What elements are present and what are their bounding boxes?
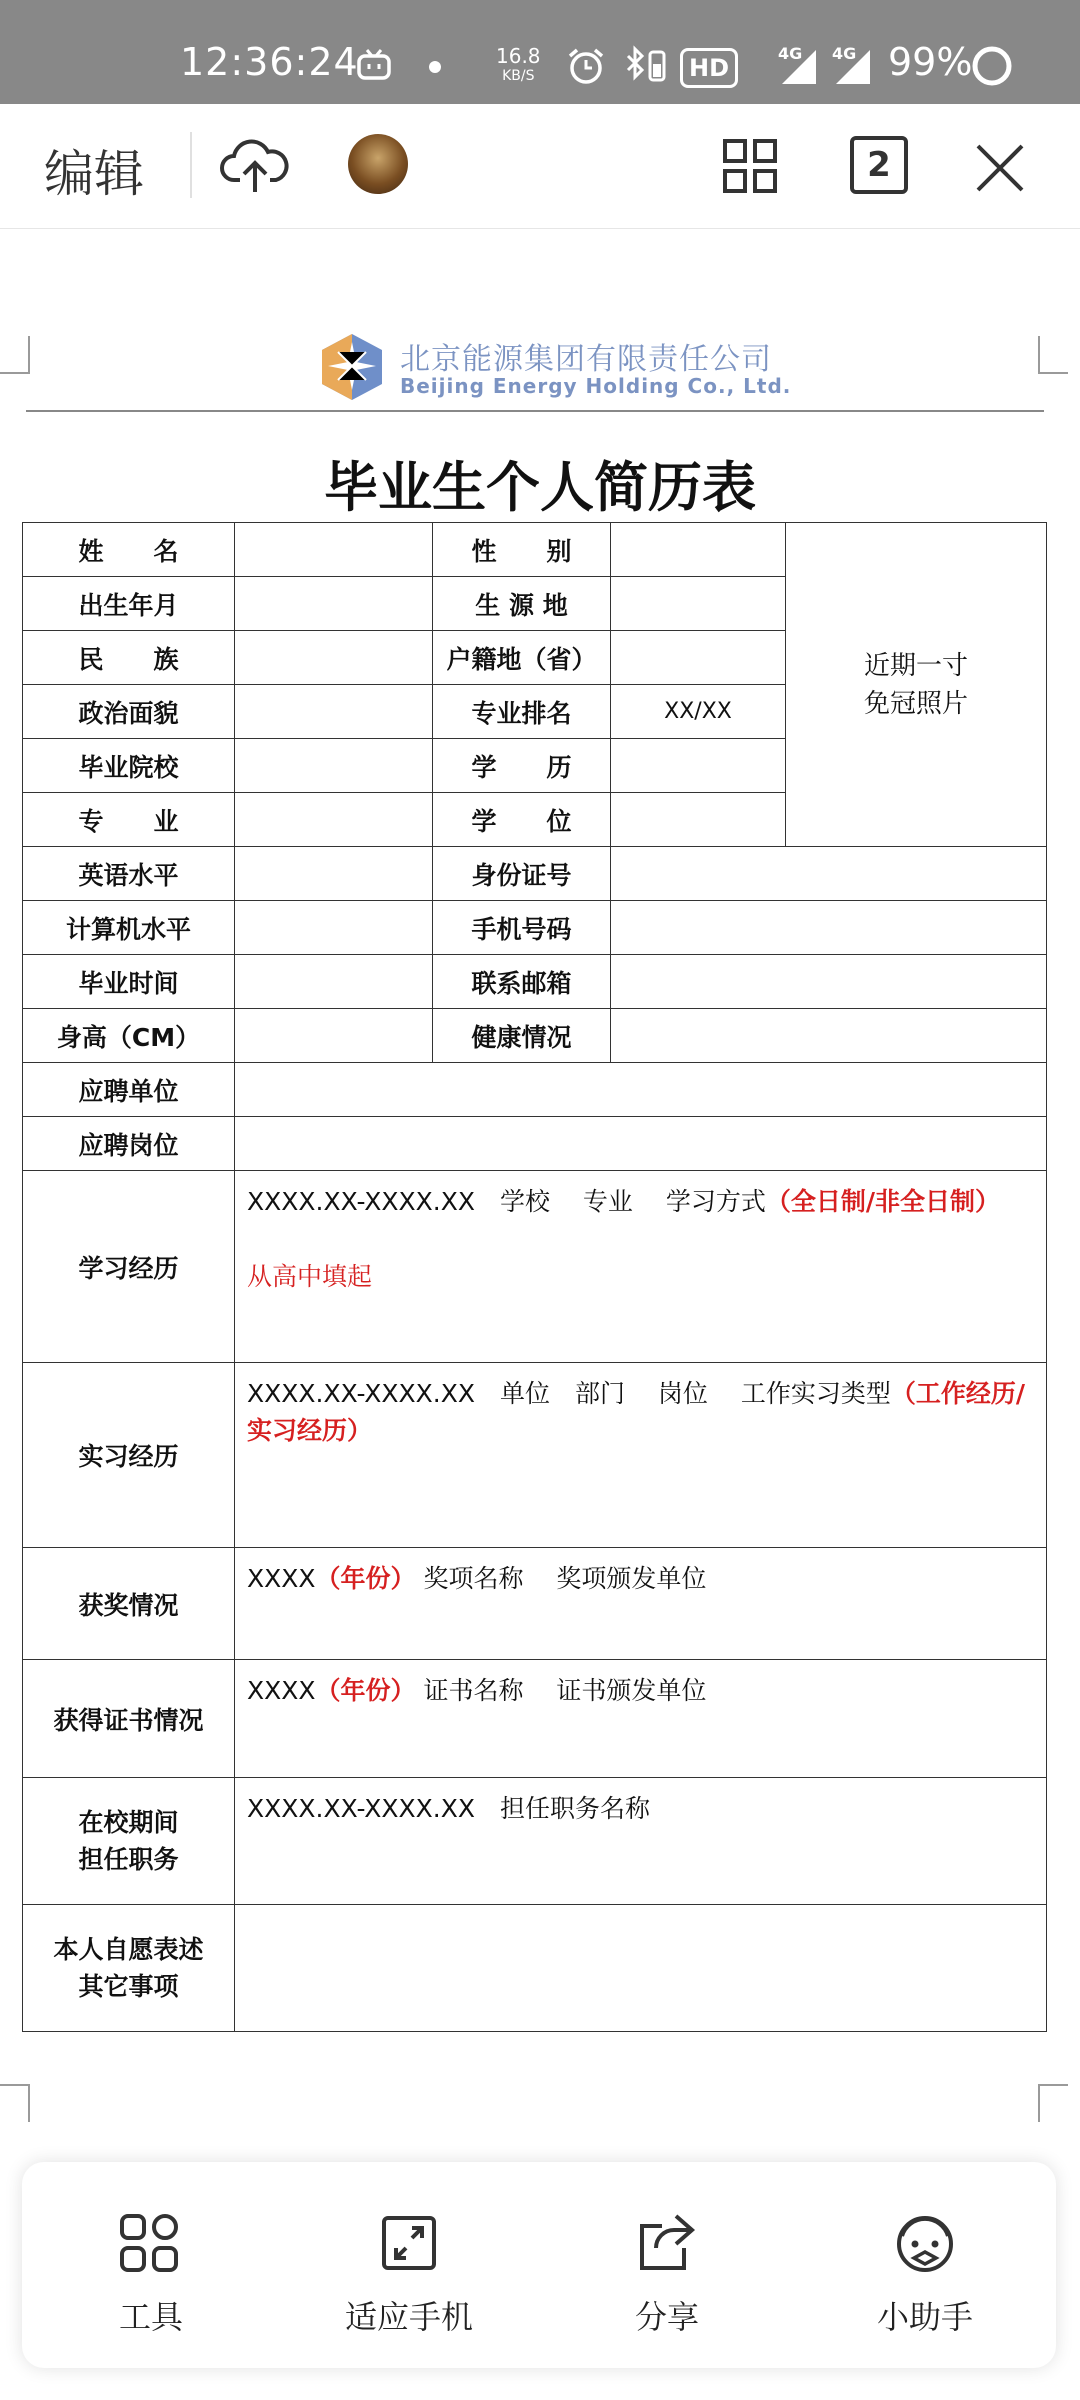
table-row <box>23 1905 1047 2032</box>
label-height: 身高（CM） <box>23 1009 235 1063</box>
label-study: 学习经历 <box>23 1171 235 1363</box>
tv-icon <box>356 48 392 80</box>
resume-table <box>22 522 1047 2032</box>
table-row <box>23 847 1047 901</box>
value-health[interactable] <box>611 1009 1047 1063</box>
value-birth[interactable] <box>235 577 433 631</box>
awards-year-note: （年份） <box>315 1564 416 1593</box>
label-political: 政治面貌 <box>23 685 235 739</box>
value-degree[interactable] <box>611 793 786 847</box>
value-ethnicity[interactable] <box>235 631 433 685</box>
value-phone[interactable] <box>611 901 1047 955</box>
label-gender: 性 别 <box>433 523 611 577</box>
label-duties: 在校期间 担任职务 <box>23 1778 235 1905</box>
label-grad-time: 毕业时间 <box>23 955 235 1009</box>
value-self-statement[interactable] <box>235 1905 1047 2032</box>
label-position: 应聘岗位 <box>23 1117 235 1171</box>
cloud-upload-icon[interactable] <box>220 134 290 196</box>
energy-star-icon <box>318 332 386 402</box>
company-name-en: Beijing Energy Holding Co., Ltd. <box>400 374 792 398</box>
value-gender[interactable] <box>611 523 786 577</box>
label-email: 联系邮箱 <box>433 955 611 1009</box>
company-logo <box>318 330 792 410</box>
label-degree: 学 位 <box>433 793 611 847</box>
label-internship: 实习经历 <box>23 1363 235 1548</box>
study-note: 从高中填起 <box>247 1262 373 1291</box>
value-name[interactable] <box>235 523 433 577</box>
internship-type-note: （工作经历/实习经历） <box>247 1379 1025 1445</box>
label-hukou: 户籍地（省） <box>433 631 611 685</box>
label-employer: 应聘单位 <box>23 1063 235 1117</box>
label-computer: 计算机水平 <box>23 901 235 955</box>
value-position[interactable] <box>235 1117 1047 1171</box>
document-title: 毕业生个人简历表 <box>324 456 756 519</box>
page-count-button[interactable]: 2 <box>850 136 908 194</box>
table-row <box>23 1548 1047 1660</box>
label-health: 健康情况 <box>433 1009 611 1063</box>
value-major[interactable] <box>235 793 433 847</box>
company-name-cn: 北京能源集团有限责任公司 <box>400 342 772 377</box>
label-education: 学 历 <box>433 739 611 793</box>
value-education[interactable] <box>611 739 786 793</box>
value-awards[interactable]: XXXX（年份） 奖项名称 奖项颁发单位 <box>235 1548 1047 1660</box>
grid-icon[interactable] <box>722 138 778 194</box>
value-school[interactable] <box>235 739 433 793</box>
page-corner-mark <box>0 336 30 374</box>
internship-line: XXXX.XX-XXXX.XX 单位 部门 岗位 工作实习类型 <box>247 1379 891 1408</box>
alarm-icon <box>566 46 606 86</box>
value-origin[interactable] <box>611 577 786 631</box>
status-time: 12:36:24 <box>180 40 359 84</box>
signal-label: 4G <box>778 44 803 63</box>
fit-phone-button[interactable]: 适应手机 <box>280 2162 538 2368</box>
label-english: 英语水平 <box>23 847 235 901</box>
value-email[interactable] <box>611 955 1047 1009</box>
fit-screen-icon <box>376 2212 442 2274</box>
value-study[interactable] <box>235 1171 1047 1363</box>
table-row <box>23 1660 1047 1778</box>
label-id-number: 身份证号 <box>433 847 611 901</box>
value-height[interactable] <box>235 1009 433 1063</box>
value-hukou[interactable] <box>611 631 786 685</box>
value-political[interactable] <box>235 685 433 739</box>
assistant-button[interactable]: 小助手 <box>796 2162 1054 2368</box>
toolbar-divider <box>190 132 192 198</box>
table-row <box>23 1009 1047 1063</box>
share-button[interactable]: 分享 <box>538 2162 796 2368</box>
page-corner-mark <box>1038 2084 1068 2122</box>
signal-label: 4G <box>832 44 857 63</box>
value-duties[interactable]: XXXX.XX-XXXX.XX 担任职务名称 <box>235 1778 1047 1905</box>
value-certificates[interactable]: XXXX（年份） 证书名称 证书颁发单位 <box>235 1660 1047 1778</box>
table-row <box>23 1171 1047 1363</box>
bluetooth-battery-icon <box>624 44 668 84</box>
certificates-year-note: （年份） <box>315 1676 416 1705</box>
battery-icon <box>970 44 1014 88</box>
table-row <box>23 1117 1047 1171</box>
photo-placeholder[interactable]: 近期一寸 免冠照片 <box>786 523 1047 847</box>
value-id-number[interactable] <box>611 847 1047 901</box>
table-row <box>23 1363 1047 1548</box>
bottom-toolbar <box>22 2162 1056 2368</box>
avatar[interactable] <box>348 134 408 194</box>
assistant-icon <box>892 2212 958 2274</box>
tools-button[interactable]: 工具 <box>22 2162 280 2368</box>
page-corner-mark <box>1038 336 1068 374</box>
value-major-rank[interactable]: XX/XX <box>611 685 786 739</box>
label-major: 专 业 <box>23 793 235 847</box>
label-awards: 获奖情况 <box>23 1548 235 1660</box>
close-icon[interactable] <box>974 142 1026 194</box>
label-school: 毕业院校 <box>23 739 235 793</box>
dot-icon <box>428 60 442 74</box>
label-certificates: 获得证书情况 <box>23 1660 235 1778</box>
label-self-statement: 本人自愿表述 其它事项 <box>23 1905 235 2032</box>
tools-icon <box>118 2212 184 2274</box>
edit-button[interactable]: 编辑 <box>44 145 144 203</box>
label-birth: 出生年月 <box>23 577 235 631</box>
value-employer[interactable] <box>235 1063 1047 1117</box>
table-row <box>23 523 1047 577</box>
value-english[interactable] <box>235 847 433 901</box>
table-row <box>23 1778 1047 1905</box>
top-toolbar <box>0 104 1080 229</box>
page-corner-mark <box>0 2084 30 2122</box>
label-phone: 手机号码 <box>433 901 611 955</box>
label-name: 姓 名 <box>23 523 235 577</box>
label-major-rank: 专业排名 <box>433 685 611 739</box>
value-internship[interactable] <box>235 1363 1047 1548</box>
study-line: XXXX.XX-XXXX.XX 学校 专业 学习方式 <box>247 1187 766 1216</box>
study-mode-note: （全日制/非全日制） <box>765 1187 1000 1216</box>
share-icon <box>634 2212 700 2274</box>
net-speed: 16.8 KB/S <box>496 44 541 84</box>
label-origin: 生 源 地 <box>433 577 611 631</box>
status-bar <box>0 0 1080 104</box>
table-row <box>23 955 1047 1009</box>
header-rule <box>26 410 1044 412</box>
table-row <box>23 1063 1047 1117</box>
value-grad-time[interactable] <box>235 955 433 1009</box>
table-row <box>23 901 1047 955</box>
value-computer[interactable] <box>235 901 433 955</box>
hd-badge: HD <box>680 48 738 88</box>
label-ethnicity: 民 族 <box>23 631 235 685</box>
battery-percent: 99% <box>888 40 973 84</box>
